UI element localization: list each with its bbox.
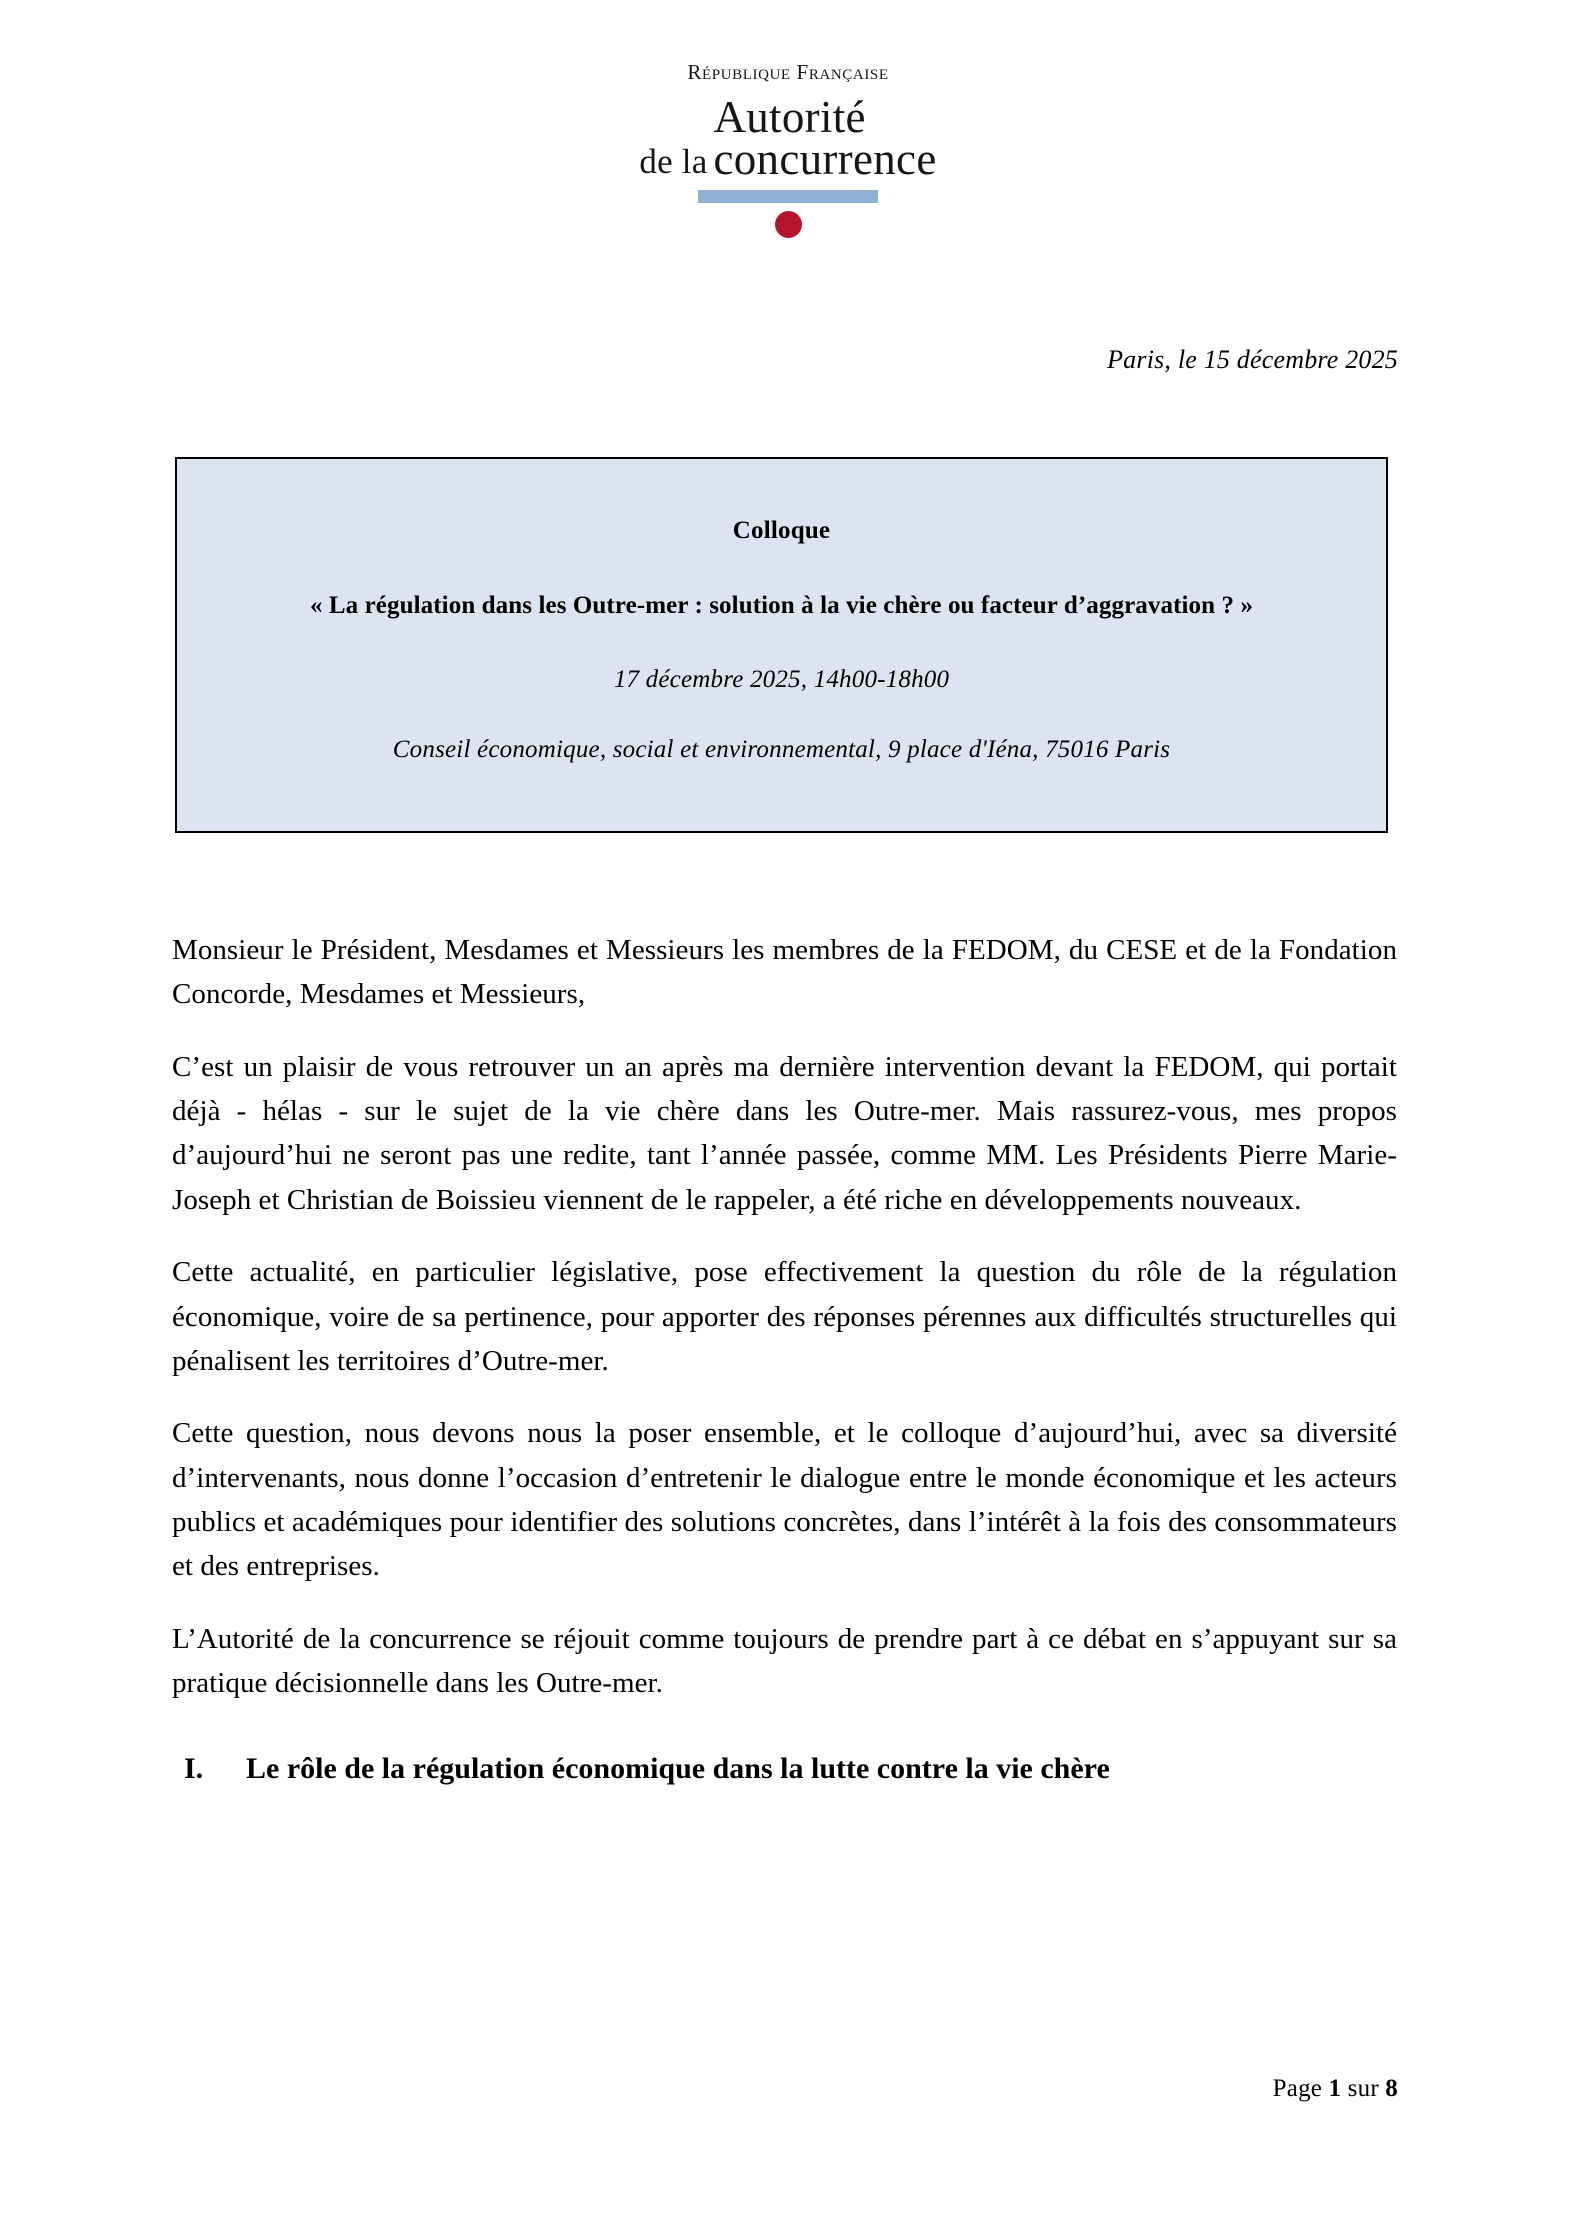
body-text [172,928,1397,1791]
footer-middle: sur [1341,2075,1386,2102]
dateline: Paris, le 15 décembre 2025 [1107,345,1398,374]
footer-total-pages: 8 [1385,2075,1398,2102]
footer-current-page: 1 [1328,2075,1342,2102]
paragraph-salutation: Monsieur le Président, Mesdames et Messieurs les membres de la FEDOM, du CESE et de la Fondation Concorde, Mesdames et Messieurs, [172,934,1397,1011]
logo-blue-bar-icon [698,190,878,203]
footer-prefix: Page [1272,2075,1329,2102]
paragraph-2: C’est un plaisir de vous retrouver un an après ma dernière intervention devant la FEDOM, qui portait déjà - hélas - sur le sujet de la vie chère dans les Outre-mer. Mais rassurez-vous, mes propos d’aujourd’hui ne seront pas une redite, tant l’année passée, comme MM. Les Présidents Pierre Marie-Joseph et Christian de Boissieu viennent de le rappeler, a été riche en développements nouveaux. [172,1050,1397,1216]
republique-francaise-label: République Française [687,60,889,84]
page-footer [1273,2075,1398,2103]
paragraph-3: Cette actualité, en particulier législative, pose effectivement la question du rôle de la régulation économique, voire de sa pertinence, pour apporter des réponses pérennes aux difficultés structurelles qui pénalisent les territoires d’Outre-mer. [172,1256,1397,1377]
section-heading-1 [172,1747,1397,1791]
paragraph-5: L’Autorité de la concurrence se réjouit comme toujours de prendre part à ce débat en s’appuyant sur sa pratique décisionnelle dans les Outre-mer. [172,1622,1397,1700]
logo-word-stack [713,92,937,184]
colloque-kicker: Colloque [732,517,831,544]
section-title: Le rôle de la régulation économique dans la lutte contre la vie chère [246,1752,1110,1786]
logo-inner [639,62,936,238]
section-number: I. [184,1752,204,1786]
logo-word-concurrence: concurrence [713,134,937,184]
logo-red-dot-icon [775,211,802,238]
letterhead-logo [0,62,1576,238]
logo-word-autorite: Autorité [713,92,866,142]
colloque-info-box [175,457,1388,833]
colloque-venue: Conseil économique, social et environnemental, 9 place d'Iéna, 75016 Paris [392,735,1171,763]
colloque-datetime: 17 décembre 2025, 14h00-18h00 [613,665,950,693]
paragraph-4: Cette question, nous devons nous la poser ensemble, et le colloque d’aujourd’hui, avec sa diversité d’intervenants, nous donne l’occasion d’entretenir le dialogue entre le monde économique et les acteurs publics et académiques pour identifier des solutions concrètes, dans l’intérêt à la fois des consommateurs et des entreprises. [172,1417,1397,1583]
colloque-subject-title: « La régulation dans les Outre-mer : solution à la vie chère ou facteur d’aggravation ? » [309,592,1254,619]
logo-word-de-la: de la [639,141,708,181]
logo-wordmark [639,92,937,184]
